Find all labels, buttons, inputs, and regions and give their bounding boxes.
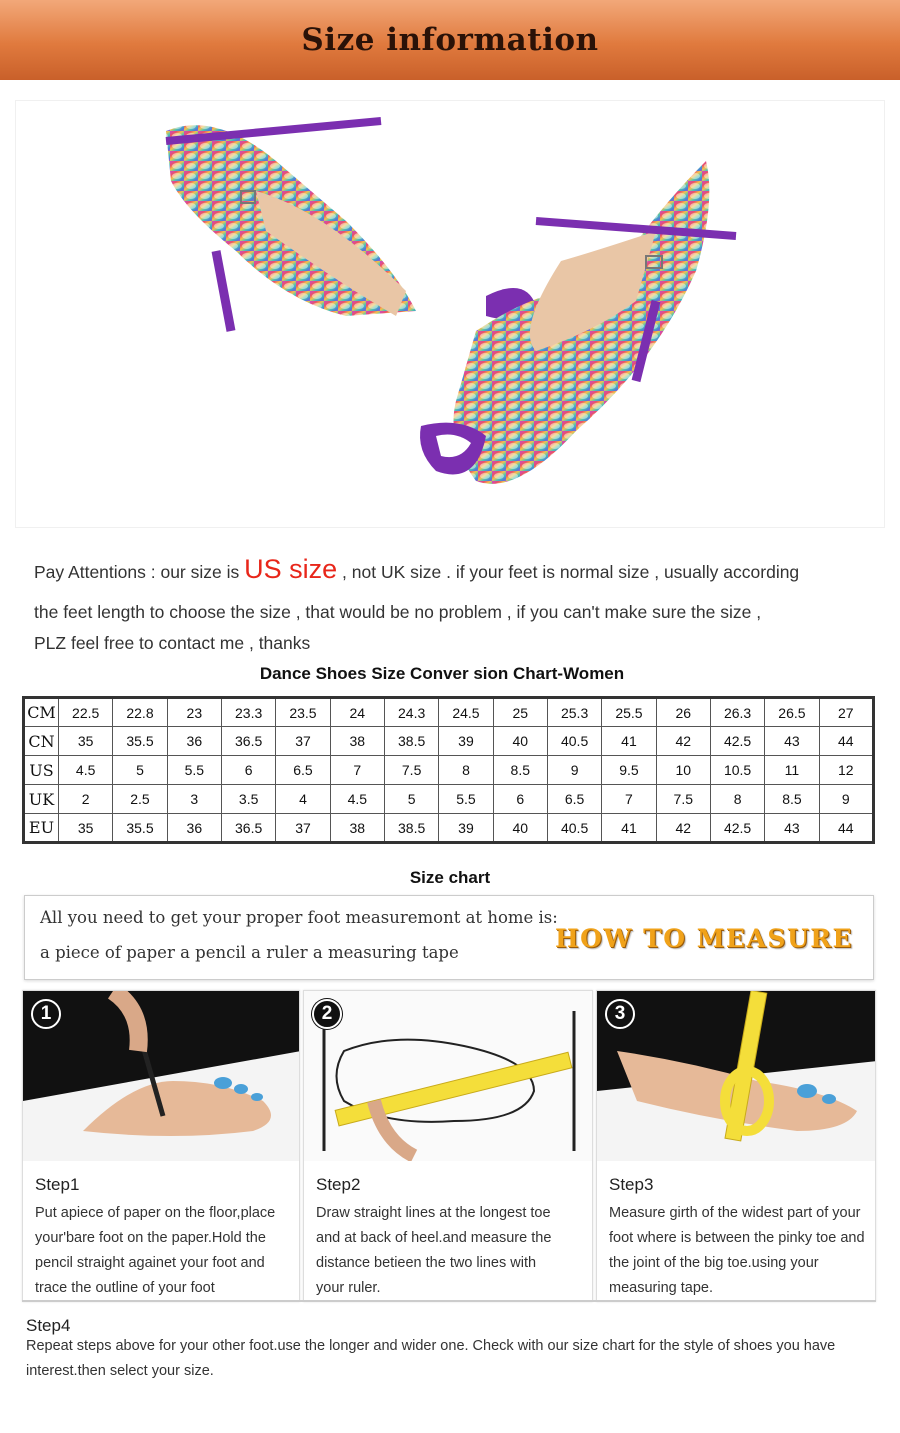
notice-line-3: PLZ feel free to contact me , thanks (34, 633, 311, 653)
divider (22, 1300, 876, 1302)
size-cell: 37 (276, 814, 330, 843)
size-cell: 23.3 (221, 698, 275, 727)
size-cell: 26.5 (765, 698, 819, 727)
step-3-line: Measure girth of the widest part of your (609, 1205, 861, 1221)
size-row-label: UK (24, 785, 59, 814)
step-3-number: 3 (605, 999, 635, 1029)
size-cell: 43 (765, 727, 819, 756)
size-cell: 26.3 (710, 698, 764, 727)
size-row-cn (24, 727, 874, 756)
size-cell: 9.5 (602, 756, 656, 785)
size-cell: 2.5 (113, 785, 167, 814)
size-cell: 43 (765, 814, 819, 843)
size-cell: 8 (439, 756, 493, 785)
size-cell: 4.5 (330, 785, 384, 814)
size-cell: 3 (167, 785, 221, 814)
size-cell: 8.5 (493, 756, 547, 785)
size-cell: 25 (493, 698, 547, 727)
size-cell: 2 (59, 785, 113, 814)
size-row-us (24, 756, 874, 785)
size-cell: 7.5 (656, 785, 710, 814)
size-cell: 3.5 (221, 785, 275, 814)
size-chart-label: Size chart (409, 868, 491, 887)
step-3-description (609, 1201, 869, 1301)
size-cell: 22.8 (113, 698, 167, 727)
step-1-number: 1 (31, 999, 61, 1029)
size-cell: 7 (602, 785, 656, 814)
size-cell: 8.5 (765, 785, 819, 814)
size-cell: 10 (656, 756, 710, 785)
size-cell: 9 (819, 785, 873, 814)
step-4-line-2: interest.then select your size. (26, 1363, 214, 1379)
step-4-description (26, 1334, 876, 1384)
size-cell: 39 (439, 727, 493, 756)
size-cell: 42.5 (710, 727, 764, 756)
us-size-emphasis: US size (244, 554, 338, 584)
size-cell: 35.5 (113, 814, 167, 843)
step-3-line: the joint of the big toe.using your (609, 1255, 819, 1271)
tape-measuring-illustration (597, 991, 875, 1161)
size-cell: 8 (710, 785, 764, 814)
step-3-line: measuring tape. (609, 1280, 713, 1296)
size-cell: 12 (819, 756, 873, 785)
size-cell: 44 (819, 814, 873, 843)
banner-title: Size information (301, 22, 599, 58)
measure-intro-box (24, 895, 874, 980)
shoe-illustration (16, 101, 886, 529)
size-cell: 42 (656, 814, 710, 843)
step-2-line: Draw straight lines at the longest toe (316, 1205, 551, 1221)
size-cell: 36 (167, 814, 221, 843)
size-cell: 39 (439, 814, 493, 843)
size-cell: 26 (656, 698, 710, 727)
size-cell: 24.5 (439, 698, 493, 727)
size-cell: 9 (547, 756, 601, 785)
step-1-line: pencil straight againet your foot and (35, 1255, 265, 1271)
size-row-eu (24, 814, 874, 843)
size-cell: 5 (113, 756, 167, 785)
size-cell: 36.5 (221, 727, 275, 756)
size-row-label: CM (24, 698, 59, 727)
size-cell: 40 (493, 814, 547, 843)
step-3-card (596, 990, 876, 1302)
size-cell: 6.5 (276, 756, 330, 785)
size-cell: 44 (819, 727, 873, 756)
size-row-label: EU (24, 814, 59, 843)
size-cell: 38 (330, 814, 384, 843)
size-cell: 35.5 (113, 727, 167, 756)
size-cell: 41 (602, 814, 656, 843)
step-1-line: trace the outline of your foot (35, 1280, 215, 1296)
size-cell: 27 (819, 698, 873, 727)
size-cell: 36 (167, 727, 221, 756)
size-cell: 36.5 (221, 814, 275, 843)
step-2-card (303, 990, 593, 1302)
step-2-line: and at back of heel.and measure the (316, 1230, 552, 1246)
step-2-description (316, 1201, 576, 1301)
step-2-number: 2 (312, 999, 342, 1029)
size-cell: 40.5 (547, 727, 601, 756)
size-cell: 40 (493, 727, 547, 756)
size-row-label: US (24, 756, 59, 785)
step-2-title: Step2 (316, 1175, 361, 1194)
size-cell: 6 (493, 785, 547, 814)
size-cell: 5.5 (167, 756, 221, 785)
size-cell: 4.5 (59, 756, 113, 785)
notice-line-2: the feet length to choose the size , that would be no problem , if you can't make sure the size , (34, 602, 762, 622)
size-cell: 38 (330, 727, 384, 756)
size-cell: 42.5 (710, 814, 764, 843)
size-row-cm (24, 698, 874, 727)
size-cell: 40.5 (547, 814, 601, 843)
size-cell: 38.5 (384, 814, 438, 843)
measure-intro-line-1: All you need to get your proper foot measuremont at home is: (40, 908, 558, 927)
size-cell: 22.5 (59, 698, 113, 727)
notice-suffix: , not UK size . if your feet is normal size , usually according (342, 562, 800, 582)
size-cell: 42 (656, 727, 710, 756)
size-cell: 5.5 (439, 785, 493, 814)
ruler-measuring-illustration (304, 991, 592, 1161)
size-cell: 11 (765, 756, 819, 785)
right-shoe (420, 161, 736, 484)
foot-tracing-illustration (23, 991, 299, 1161)
size-row-uk (24, 785, 874, 814)
size-cell: 24 (330, 698, 384, 727)
how-to-measure-heading: HOW TO MEASURE (555, 924, 854, 953)
size-cell: 10.5 (710, 756, 764, 785)
step-2-line: distance betieen the two lines with (316, 1255, 537, 1271)
size-cell: 23.5 (276, 698, 330, 727)
size-cell: 7 (330, 756, 384, 785)
step-4-title: Step4 (26, 1316, 71, 1335)
notice-prefix: Pay Attentions : our size is (34, 562, 240, 582)
size-information-banner (0, 0, 900, 80)
size-cell: 4 (276, 785, 330, 814)
size-cell: 5 (384, 785, 438, 814)
size-cell: 35 (59, 814, 113, 843)
step-1-title: Step1 (35, 1175, 80, 1194)
size-cell: 41 (602, 727, 656, 756)
step-1-line: your'bare foot on the paper.Hold the (35, 1230, 266, 1246)
notice-line-1 (34, 556, 799, 583)
size-table-title: Dance Shoes Size Conver sion Chart-Women (259, 664, 625, 683)
size-cell: 38.5 (384, 727, 438, 756)
step-2-line: your ruler. (316, 1280, 381, 1296)
size-cell: 35 (59, 727, 113, 756)
size-cell: 6 (221, 756, 275, 785)
step-1-description (35, 1201, 295, 1301)
measure-intro-line-2: a piece of paper a pencil a ruler a measuring tape (40, 943, 459, 962)
size-conversion-table (22, 696, 875, 844)
size-cell: 24.3 (384, 698, 438, 727)
size-cell: 37 (276, 727, 330, 756)
size-cell: 7.5 (384, 756, 438, 785)
size-cell: 6.5 (547, 785, 601, 814)
size-cell: 23 (167, 698, 221, 727)
step-1-line: Put apiece of paper on the floor,place (35, 1205, 276, 1221)
size-cell: 25.3 (547, 698, 601, 727)
size-cell: 25.5 (602, 698, 656, 727)
step-3-line: foot where is between the pinky toe and (609, 1230, 865, 1246)
shoe-photo (15, 100, 885, 528)
step-4-line-1: Repeat steps above for your other foot.use the longer and wider one. Check with our size chart for the style of shoes you have (26, 1338, 836, 1354)
size-row-label: CN (24, 727, 59, 756)
step-3-title: Step3 (609, 1175, 654, 1194)
left-shoe (166, 121, 536, 331)
step-1-card (22, 990, 300, 1302)
